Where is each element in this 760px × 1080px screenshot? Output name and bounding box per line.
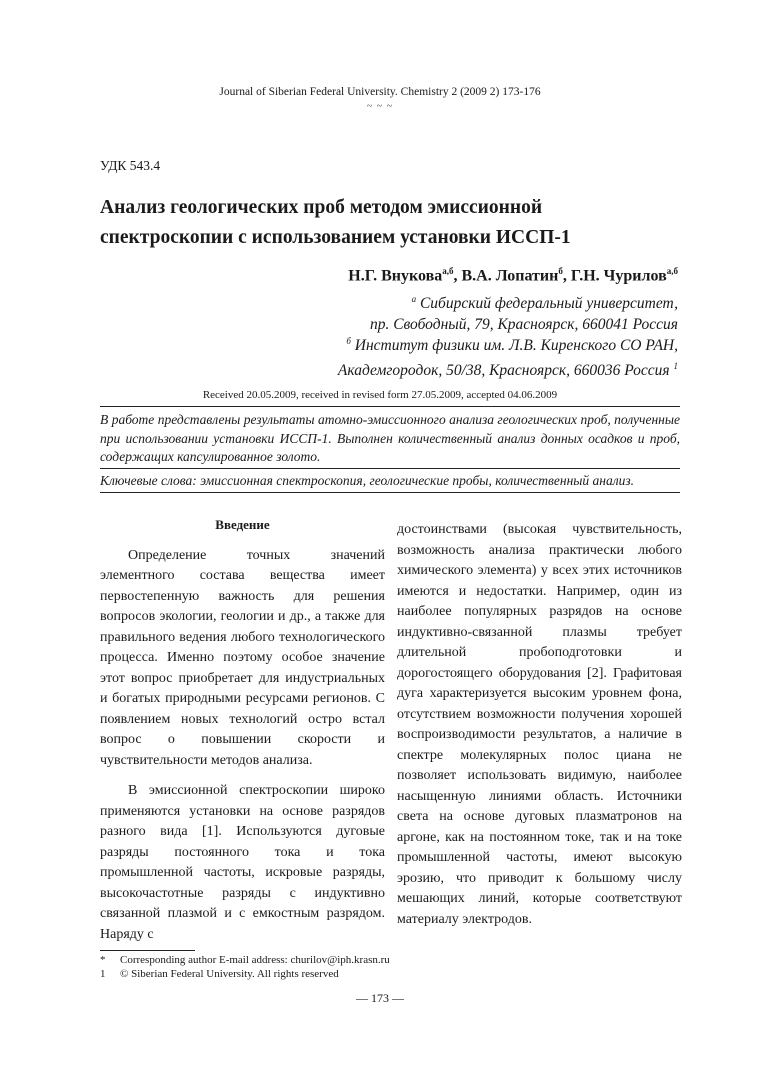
page-number: — 173 — xyxy=(356,991,404,1005)
divider xyxy=(100,468,680,469)
received-dates: Received 20.05.2009, received in revised form 27.05.2009, accepted 04.06.2009 xyxy=(202,389,558,401)
affil-line: Институт физики им. Л.В. Киренского СО РАН, xyxy=(354,337,678,355)
author-affil-mark: б xyxy=(558,266,563,276)
footnote xyxy=(100,954,390,966)
affiliation-2 xyxy=(338,331,678,381)
paragraph: достоинствами (высокая чувствительность, возможность анализа практически любого химического элемента) у всех этих источников имеются и недостатки. Например, один из наиболее популярных разрядов на основе индуктивно-связанной плазмы требует длительной пробоподготовки и дорогостоящего оборудования [2]. Графитовая дуга характеризуется высоким уровнем фона, отсутствием возможности получения хорошей воспроизводимости результатов, а наличие в спектре молекулярных полос циана не позволяет использовать видимую, наиболее насыщенную линиями область. Источники света на основе дуговых плазматронов на аргоне, как на постоянном токе, так и на токе промышленной частоты, имеют высокую эрозию, что приводит к большому числу мешающих линий, которые соответствуют материалу электродов. xyxy=(397,522,682,927)
journal-header: Journal of Siberian Federal University. Chemistry 2 (2009 2) 173-176 xyxy=(219,86,541,98)
footnote-ref: 1 xyxy=(673,361,678,372)
keywords: Ключевые слова: эмиссионная спектроскопия, геологические пробы, количественный анализ. xyxy=(100,473,635,488)
footnote-mark: 1 xyxy=(100,968,106,980)
author-affil-mark: а,б xyxy=(666,266,678,276)
header-ornament: ~ ~ ~ xyxy=(366,101,394,112)
affil-line: Академгородок, 50/38, Красноярск, 660036 Россия xyxy=(337,362,670,380)
divider xyxy=(100,492,680,493)
body-column-right xyxy=(397,520,682,930)
abstract: В работе представлены результаты атомно-эмиссионного анализа геологических проб, полученные при использовании установки ИССП-1. Выполнен количественный анализ донных осадков и проб, содержащих капсулированное золото. xyxy=(100,412,680,464)
author-name: В.А. Лопатин xyxy=(461,267,559,285)
affil-mark: а xyxy=(411,294,417,304)
paragraph: В эмиссионной спектроскопии широко применяются установки на основе разрядов разного вида [1]. Используются дуговые разряды постоянного тока и тока промышленной частоты, искровые разряды, высокочастотные разряды с индуктивно связанной плазмой и с емкостным разрядом. Наряду с xyxy=(100,783,385,942)
author-name: Н.Г. Внукова xyxy=(348,267,443,285)
divider xyxy=(100,406,680,407)
udk-code: УДК 543.4 xyxy=(100,158,161,173)
footnote xyxy=(100,968,339,980)
affiliation-1 xyxy=(370,289,678,335)
author-name: Г.Н. Чурилов xyxy=(570,267,667,285)
affil-line: пр. Свободный, 79, Красноярск, 660041 Россия xyxy=(369,316,678,334)
author-list: Н.Г. Внукова$^{а,б}$, В.А. Лопатин$^б$, Г.Н. Чурилов$^{а,б}$ xyxy=(348,266,678,285)
article-title: Анализ геологических проб методом эмиссионной спектроскопии с использованием установки ИССП-1 xyxy=(100,197,571,248)
footnote-text: © Siberian Federal University. All rights reserved xyxy=(120,968,339,980)
body-column-left xyxy=(100,515,385,945)
affil-mark: б xyxy=(346,336,351,346)
footnote-mark: * xyxy=(100,954,106,966)
paragraph: Определение точных значений элементного состава вещества имеет первостепенную важность для решения вопросов экологии, геологии и др., а также для правильного ведения любого технологического процесса. Именно поэтому особое значение этот вопрос приобретает для индустриальных и богатых природными ресурсами регионов. С появлением новых технологий остро встал вопрос о повышении скорости и чувствительности методов анализа. xyxy=(100,547,385,768)
footnote-divider xyxy=(100,950,195,951)
footnote-text: Corresponding author E-mail address: churilov@iph.krasn.ru xyxy=(120,954,390,966)
author-affil-mark: а,б xyxy=(442,266,454,276)
section-heading: Введение xyxy=(215,517,270,532)
affil-line: Сибирский федеральный университет, xyxy=(419,295,678,313)
